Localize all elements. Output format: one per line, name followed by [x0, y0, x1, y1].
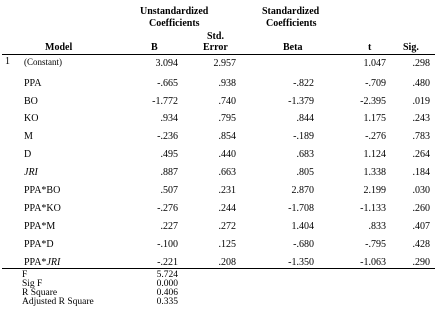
- row-label: JRI: [24, 167, 38, 178]
- cell-sig: .019: [412, 96, 430, 107]
- cell-beta: .844: [296, 113, 314, 124]
- cell-t: -2.395: [360, 96, 386, 107]
- cell-beta: -.189: [293, 131, 314, 142]
- cell-beta: 1.404: [291, 221, 314, 232]
- model-number: 1: [5, 56, 10, 67]
- row-label: M: [24, 131, 33, 142]
- header-std-error-line2: Error: [203, 42, 228, 53]
- cell-se: .938: [218, 78, 236, 89]
- stat-label: Sig F: [22, 279, 43, 289]
- cell-sig: .030: [412, 185, 430, 196]
- cell-t: -1.133: [360, 203, 386, 214]
- cell-beta: -1.350: [288, 257, 314, 268]
- cell-beta: .805: [296, 167, 314, 178]
- cell-sig: .260: [412, 203, 430, 214]
- cell-beta: 2.870: [291, 185, 314, 196]
- cell-sig: .480: [412, 78, 430, 89]
- cell-b: -.236: [157, 131, 178, 142]
- row-label: PPA*KO: [24, 203, 61, 214]
- stat-label: Adjusted R Square: [22, 297, 94, 307]
- cell-beta: -1.379: [288, 96, 314, 107]
- header-standardized-line1: Standardized: [262, 6, 320, 17]
- cell-t: -.795: [365, 239, 386, 250]
- cell-se: 2.957: [213, 58, 236, 69]
- stat-label: F: [22, 270, 28, 280]
- row-label-italic: JRI: [46, 257, 61, 268]
- cell-beta: -.680: [293, 239, 314, 250]
- cell-se: .854: [218, 131, 236, 142]
- cell-sig: .298: [412, 58, 430, 69]
- cell-sig: .407: [412, 221, 430, 232]
- cell-b: 3.094: [155, 58, 178, 69]
- cell-t: 1.047: [363, 58, 386, 69]
- cell-b: -.100: [157, 239, 178, 250]
- header-standardized-line2: Coefficients: [266, 18, 317, 29]
- cell-b: -1.772: [152, 96, 178, 107]
- stat-value: 5.724: [156, 270, 178, 280]
- header-t: t: [368, 42, 372, 53]
- cell-sig: .264: [412, 149, 430, 160]
- cell-b: .495: [160, 149, 178, 160]
- row-label-prefix: PPA*: [24, 257, 47, 268]
- stat-value: 0.000: [156, 279, 178, 289]
- cell-t: 2.199: [363, 185, 386, 196]
- cell-t: 1.124: [363, 149, 386, 160]
- cell-se: .440: [218, 149, 236, 160]
- cell-beta: -1.708: [288, 203, 314, 214]
- cell-t: .833: [368, 221, 386, 232]
- cell-beta: .683: [296, 149, 314, 160]
- row-label: PPA*BO: [24, 185, 61, 196]
- header-rule: [2, 54, 435, 55]
- row-label: BO: [24, 96, 38, 107]
- cell-se: .231: [218, 185, 236, 196]
- cell-se: .795: [218, 113, 236, 124]
- cell-beta: -.822: [293, 78, 314, 89]
- header-model: Model: [45, 42, 73, 53]
- row-label: D: [24, 149, 32, 160]
- header-unstandardized-line1: Unstandardized: [140, 6, 209, 17]
- header-unstandardized-line2: Coefficients: [149, 18, 200, 29]
- cell-t: -.709: [365, 78, 386, 89]
- row-label: PPA: [24, 78, 42, 89]
- stat-value: 0.335: [156, 297, 178, 307]
- stat-label: R Square: [22, 288, 58, 298]
- cell-sig: .783: [412, 131, 430, 142]
- cell-b: .887: [160, 167, 178, 178]
- cell-sig: .184: [412, 167, 430, 178]
- row-label: (Constant): [24, 57, 62, 67]
- cell-sig: .243: [412, 113, 430, 124]
- cell-sig: .428: [412, 239, 430, 250]
- row-label: PPA*D: [24, 239, 54, 250]
- header-b: B: [151, 42, 158, 53]
- cell-se: .663: [218, 167, 236, 178]
- cell-se: .125: [218, 239, 236, 250]
- cell-t: -.276: [365, 131, 386, 142]
- header-beta: Beta: [283, 42, 303, 53]
- row-label: KO: [24, 113, 39, 124]
- cell-t: -1.063: [360, 257, 386, 268]
- cell-sig: .290: [412, 257, 430, 268]
- header-sig: Sig.: [403, 42, 419, 53]
- header-std-error-line1: Std.: [207, 31, 224, 42]
- cell-se: .208: [218, 257, 236, 268]
- cell-t: 1.338: [363, 167, 386, 178]
- cell-se: .740: [218, 96, 236, 107]
- body-rule: [2, 268, 435, 269]
- cell-b: -.221: [157, 257, 178, 268]
- cell-b: .507: [160, 185, 178, 196]
- cell-se: .244: [218, 203, 236, 214]
- cell-se: .272: [218, 221, 236, 232]
- cell-b: .934: [160, 113, 178, 124]
- cell-b: -.665: [157, 78, 178, 89]
- cell-b: .227: [160, 221, 178, 232]
- cell-b: -.276: [157, 203, 178, 214]
- row-label: PPA*M: [24, 221, 56, 232]
- stat-value: 0.406: [156, 288, 178, 298]
- cell-t: 1.175: [363, 113, 386, 124]
